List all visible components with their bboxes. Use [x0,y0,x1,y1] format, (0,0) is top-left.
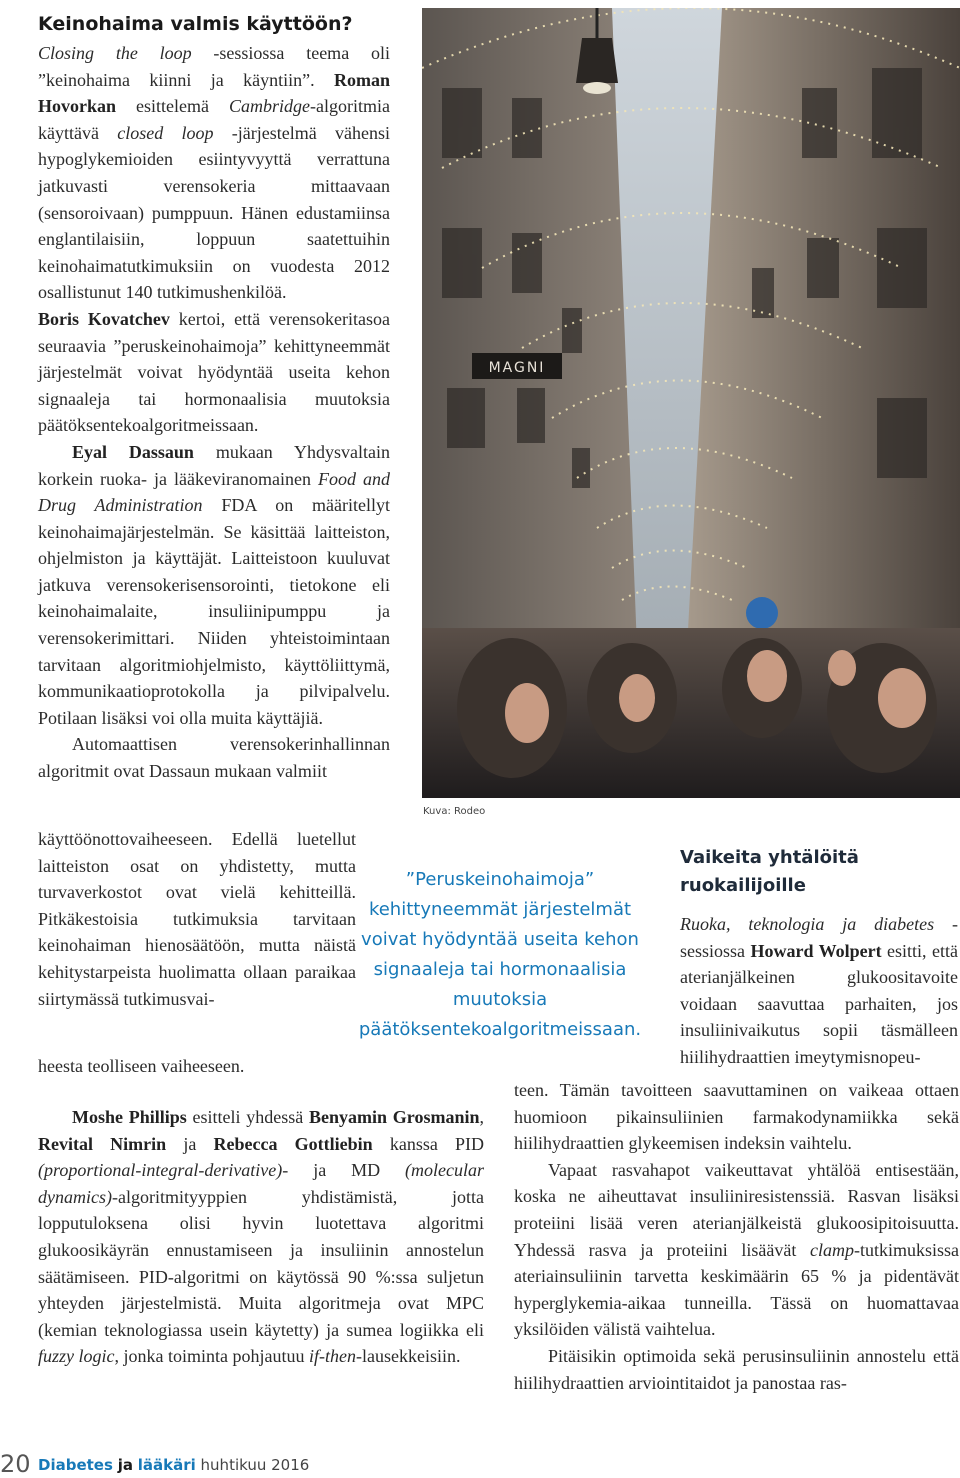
right-paragraph-3: Pitäisikin optimoida sekä perusinsuliinin annostelu että hiilihydraattien arviointitaidot ja panostaa ras- [514,1345,959,1393]
right-section-heading: Vaikeita yhtälöitä ruokailijoille [680,847,859,896]
right-column-intro: Ruoka, teknologia ja diabetes -sessiossa Howard Wolpert esitti, että aterianjälkeinen glukoositavoite voidaan saavuttaa parhaiten, jos insuliinivaikutus sopii täsmälleen hiilihydraattien imeytymisnopeu- [680,914,959,1067]
photo-credit: Kuva: Rodeo [423,806,486,817]
footer-magazine: Diabetes ja lääkäri huhtikuu 2016 [38,1456,310,1474]
right-column-lower [514,1077,959,1396]
page-number: 20 [0,1450,31,1478]
paragraph-5: Moshe Phillips esitteli yhdessä Benyamin Grosmanin, Revital Nimrin ja Rebecca Gottliebin kanssa PID (proportional-integral-derivative)- ja MD (molecular dynamics)-algoritmityyppien yhdistämistä, jotta lopputuloksena olisi hyvin luotettava algoritmi glukoosikäyrän ennustamiseen ja insuliinin annostelun säätämiseen. PID-algoritmi on käytössä 90 %:ssa suljetun yhteyden järjestelmistä. Muita algoritmeja ovat MPC (kemian teknologiassa usein käytetty) ja sumea logiikka eli fuzzy logic, jonka toiminta pohjautuu if-then-lausekkeisiin. [38,1107,484,1367]
left-column-lower [38,1104,484,1370]
left-column-last-line: heesta teolliseen vaiheeseen. [38,1056,245,1076]
right-paragraph-2: Vapaat rasvahapot vaikeuttavat yhtälöä entisestään, koska ne aiheuttavat insuliiniresistenssiä. Rasvan lisäksi proteiini lisää veren aterianjälkeistä glukoosipitoisuutta. Yhdessä rasva ja proteiini lisäävät clamp-tutkimuksissa ateriainsuliinin tarvetta keskimäärin 65 % ja pidentävät hyperglykemia-aikaa tunneilla. Tässä on huomattavaa yksilöiden välistä vaihtelua. [514,1159,959,1340]
left-column-narrow [38,826,356,1012]
right-paragraph-1-cont: teen. Tämän tavoitteen saavuttaminen on vaikeaa ottaen huomioon pikainsuliinien farmakodynamiikka sekä hiilihydraattien glykeemisen indeksin vaihtelu. [514,1080,959,1154]
left-column-upper [38,40,390,785]
paragraph-4-cont: käyttöönottovaiheeseen. Edellä luetellut laitteiston osat on yhdistetty, mutta turvaverkostot ovat vielä kehitteillä. Pitkäkestoisia tutkimuksia tarvitaan keinohaiman hienosäätöön, mutta näistä kehitystarpeista huolimatta ollaan paraikaa siirtymässä tutkimusvai- [38,829,356,1009]
paragraph-4-start: Automaattisen verensokerinhallinnan algoritmit ovat Dassaun mukaan valmiit [38,734,390,782]
shop-sign-text: MAGNI [488,360,546,376]
paragraph-2: Boris Kovatchev kertoi, että verensokeritasoa seuraavia ”peruskeinohaimoja” kehittyneemmät järjestelmät voivat hyödyntää useita kehon signaaleja tai hormonaalisia muutoksia päätöksentekoalgoritmeissaan. [38,308,390,436]
paragraph-3: Eyal Dassaun mukaan Yhdysvaltain korkein ruoka- ja lääkeviranomainen Food and Drug Administration FDA on määritellyt keinohaimajärjestelmän. Se käsittää laitteiston, ohjelmiston ja käyttäjät. Laitteistoon kuuluvat jatkuva verensokerisensorointi, tietokone eli keinohaimalaite, insuliinipumppu ja verensokerimittari. Niiden yhteistoimintaan tarvitaan algoritmiohjelmisto, käyttöliittymä, kommunikaatioprotokolla ja pilvipalvelu. Potilaan lisäksi voi olla muita käyttäjiä. [38,441,391,728]
paragraph-1: Closing the loop -sessiossa teema oli ”keinohaima kiinni ja käyntiin”. Roman Hovorkan esittelemä Cambridge-algoritmia käyttävä closed loop -järjestelmä vähensi hypoglykemioiden esiintyvyyttä verrattuna jatkuvasti verensokeria mittaavaan (sensoroivaan) pumppuun. Hänen edustamiinsa englantilaisiin, loppuun saatettuihin keinohaimatutkimuksiin on vuodesta 2012 osallistunut 140 tutkimushenkilöä. [38,43,390,303]
street-photo [422,8,960,798]
section-heading: Keinohaima valmis käyttöön? [38,13,353,35]
pull-quote: ”Peruskeinohaimoja” kehittyneemmät järjestelmät voivat hyödyntää useita kehon signaaleja tai hormonaalisia muutoksia päätöksentekoalgoritmeissaan. [358,869,642,1040]
street-photo-illustration [422,8,960,798]
